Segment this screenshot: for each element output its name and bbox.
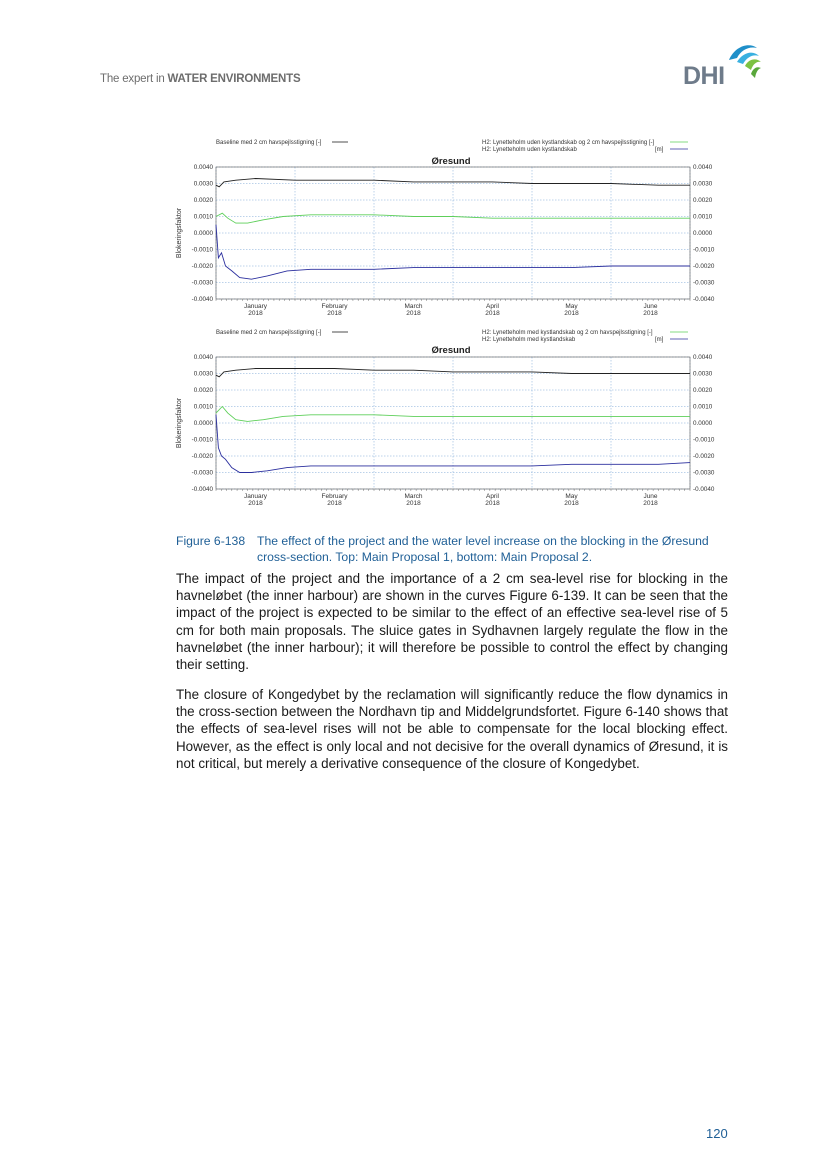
x-tick-label-year: 2018 [643,310,658,317]
y-tick-label-left: -0.0040 [191,296,213,304]
y-tick-label-left: 0.0030 [193,180,213,188]
y-tick-label-right: 0.0020 [693,387,713,395]
legend-scenario: H2: Lynetteholm uden kystlandskab og 2 cm havspejlsstigning [-] [482,140,655,146]
plot-area [176,164,715,317]
x-tick-label-month: June [643,493,658,500]
chart-bottom-svg [160,322,750,510]
x-tick-label-year: 2018 [564,310,579,317]
x-tick-label-month: April [485,303,500,310]
y-tick-label-right: -0.0030 [693,469,715,477]
x-tick-label-year: 2018 [485,500,500,507]
chart-title: Øresund [431,156,471,167]
x-tick-label-month: May [565,493,578,500]
x-tick-label-month: January [243,493,268,500]
figure-number: Figure 6-138 [176,534,246,548]
legend-scenario: H2: Lynetteholm med kystlandskab og 2 cm havspejlsstigning [-] [482,330,653,336]
tagline-bold: WATER ENVIRONMENTS [167,73,301,85]
page-number: 120 [706,1126,728,1141]
x-tick-label-year: 2018 [406,500,421,507]
x-tick-label-month: May [565,303,578,310]
x-tick-label-month: February [321,493,348,500]
x-tick-label-month: February [321,303,348,310]
legend-level: H2: Lynetteholm uden kystlandskab [482,147,577,153]
y-tick-label-right: 0.0030 [693,180,713,188]
y-tick-label-right: -0.0020 [693,453,715,461]
legend-level-unit: [m] [655,337,664,343]
y-tick-label-right: 0.0030 [693,370,713,378]
x-tick-label-year: 2018 [327,310,342,317]
y-tick-label-left: -0.0010 [191,246,213,254]
y-tick-label-right: 0.0010 [693,403,713,411]
y-tick-label-left: 0.0020 [193,387,213,395]
y-axis-label: Blokeringsfaktor [176,397,183,449]
y-tick-label-left: 0.0000 [193,230,213,238]
x-tick-label-month: March [404,493,423,500]
body-paragraph-1: The impact of the project and the importance of a 2 cm sea-level rise for blocking in the havneløbet (the inner harbour) are shown in the curves Figure 6-139. It can be seen that the impact of the project is expected to be similar to the effect of an effective sea-level rise of 5 cm for both main proposals. The sluice gates in Sydhavnen largely regulate the flow in the havneløbet (the inner harbour); it will therefore be possible to control the effect by changing their setting. [176,571,728,673]
x-tick-label-year: 2018 [327,500,342,507]
y-tick-label-left: 0.0000 [193,420,213,428]
chart-top [160,132,750,320]
x-tick-label-year: 2018 [248,310,263,317]
chart-top-svg [160,132,750,320]
y-tick-label-left: -0.0020 [191,453,213,461]
y-tick-label-right: -0.0010 [693,436,715,444]
figure-caption-text: The effect of the project and the water level increase on the blocking in the Øresund cross-section. Top: Main Proposal 1, bottom: Main Proposal 2. [257,534,709,564]
y-tick-label-right: 0.0020 [693,197,713,205]
plot-area [176,354,715,507]
legend-baseline: Baseline med 2 cm havspejlsstigning [-] [216,140,322,146]
y-tick-label-left: -0.0030 [191,469,213,477]
x-tick-label-month: April [485,493,500,500]
y-tick-label-left: 0.0040 [193,354,213,362]
y-tick-label-right: -0.0030 [693,279,715,287]
y-tick-label-left: 0.0030 [193,370,213,378]
header-tagline [100,73,300,85]
y-tick-label-left: -0.0010 [191,436,213,444]
chart-title: Øresund [431,345,471,356]
y-tick-label-right: -0.0040 [693,486,715,494]
legend-baseline: Baseline med 2 cm havspejlsstigning [-] [216,330,322,336]
y-tick-label-right: -0.0010 [693,246,715,254]
x-tick-label-year: 2018 [248,500,263,507]
x-tick-label-year: 2018 [643,500,658,507]
y-tick-label-left: -0.0030 [191,279,213,287]
y-tick-label-left: 0.0010 [193,403,213,411]
y-tick-label-right: 0.0010 [693,213,713,221]
logo-text: DHI [683,62,725,90]
chart-bottom [160,322,750,510]
y-tick-label-right: -0.0020 [693,263,715,271]
figure-caption [176,533,732,565]
x-tick-label-year: 2018 [406,310,421,317]
dhi-logo [683,40,763,90]
y-tick-label-right: -0.0040 [693,296,715,304]
legend-level-unit: [m] [655,147,664,153]
x-tick-label-month: January [243,303,268,310]
x-tick-label-month: March [404,303,423,310]
x-tick-label-year: 2018 [564,500,579,507]
x-tick-label-month: June [643,303,658,310]
y-tick-label-right: 0.0000 [693,420,713,428]
legend-level: H2: Lynetteholm med kystlandskab [482,337,576,343]
y-tick-label-left: -0.0020 [191,263,213,271]
y-tick-label-left: 0.0020 [193,197,213,205]
y-tick-label-left: 0.0040 [193,164,213,172]
y-tick-label-right: 0.0040 [693,354,713,362]
y-axis-label: Blokeringsfaktor [176,207,183,259]
x-tick-label-year: 2018 [485,310,500,317]
body-paragraph-2: The closure of Kongedybet by the reclamation will significantly reduce the flow dynamics in the cross-section between the Nordhavn tip and Middelgrundsfortet. Figure 6-140 shows that the effects of sea-level rises will not be able to compensate for the local blocking effect. However, as the effect is only local and not decisive for the overall dynamics of Øresund, it is not critical, but merely a derivative consequence of the closure of Kongedybet. [176,687,728,771]
y-tick-label-left: -0.0040 [191,486,213,494]
y-tick-label-right: 0.0040 [693,164,713,172]
y-tick-label-right: 0.0000 [693,230,713,238]
y-tick-label-left: 0.0010 [193,213,213,221]
tagline-prefix: The expert in [100,73,168,85]
